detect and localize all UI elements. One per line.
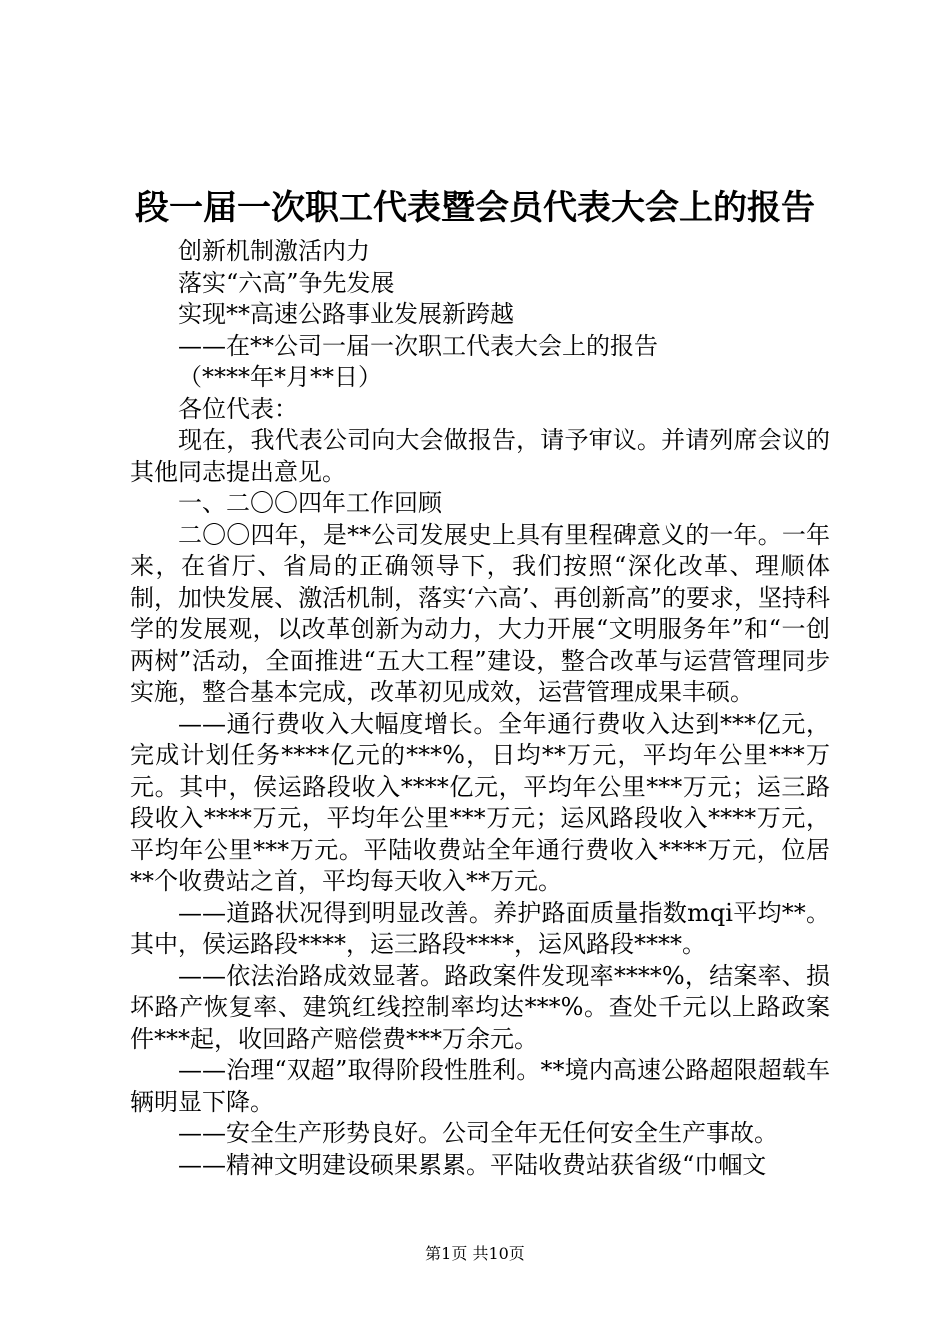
page-footer: 第1页 共10页 [425, 1244, 525, 1263]
paragraph: ——依法治路成效显著。路政案件发现率****%，结案率、损坏路产恢复率、建筑红线控制率均达***%。查处千元以上路政案件***起，收回路产赔偿费***万余元。 [130, 961, 830, 1053]
document-title: 段一届一次职工代表暨会员代表大会上的报告 [135, 188, 815, 228]
paragraph: 二〇〇四年，是**公司发展史上具有里程碑意义的一年。一年来，在省厅、省局的正确领导下，我们按照“深化改革、理顺体制，加快发展、激活机制，落实‘六高’、再创新高”的要求，坚持科学的发展观，以改革创新为动力，大力开展“文明服务年”和“一创两树”活动，全面推进“五大工程”建设，整合改革与运营管理同步实施，整合基本完成，改革初见成效，运营管理成果丰硕。 [130, 520, 830, 706]
subtitle-line-2: 落实“六高”争先发展 [178, 268, 395, 297]
section-heading: 一、二〇〇四年工作回顾 [178, 489, 442, 517]
report-occasion: ——在**公司一届一次职工代表大会上的报告 [178, 331, 658, 360]
report-date: （****年*月**日） [178, 363, 382, 391]
subtitle-line-1: 创新机制激活内力 [178, 237, 370, 265]
subtitle-line-3: 实现**高速公路事业发展新跨越 [178, 300, 514, 328]
salutation: 各位代表： [178, 394, 298, 423]
paragraph: ——治理“双超”取得阶段性胜利。**境内高速公路超限超载车辆明显下降。 [130, 1056, 830, 1116]
paragraph: ——精神文明建设硕果累累。平陆收费站获省级“巾帼文 [178, 1150, 767, 1179]
paragraph: ——通行费收入大幅度增长。全年通行费收入达到***亿元，完成计划任务****亿元的***%，日均**万元，平均年公里***万元。其中，侯运路段收入****亿元，平均年公里***万元；运三路段收入****万元，平均年公里***万元；运风路段收入****万元，平均年公里***万元。平陆收费站全年通行费收入****万元，位居**个收费站之首，平均每天收入**万元。 [130, 709, 830, 895]
document-body [130, 236, 830, 1181]
paragraph: 现在，我代表公司向大会做报告，请予审议。并请列席会议的其他同志提出意见。 [130, 426, 830, 486]
paragraph: ——道路状况得到明显改善。养护路面质量指数mqi平均**。其中，侯运路段****，运三路段****，运风路段****。 [130, 898, 830, 958]
paragraph: ——安全生产形势良好。公司全年无任何安全生产事故。 [178, 1119, 778, 1147]
